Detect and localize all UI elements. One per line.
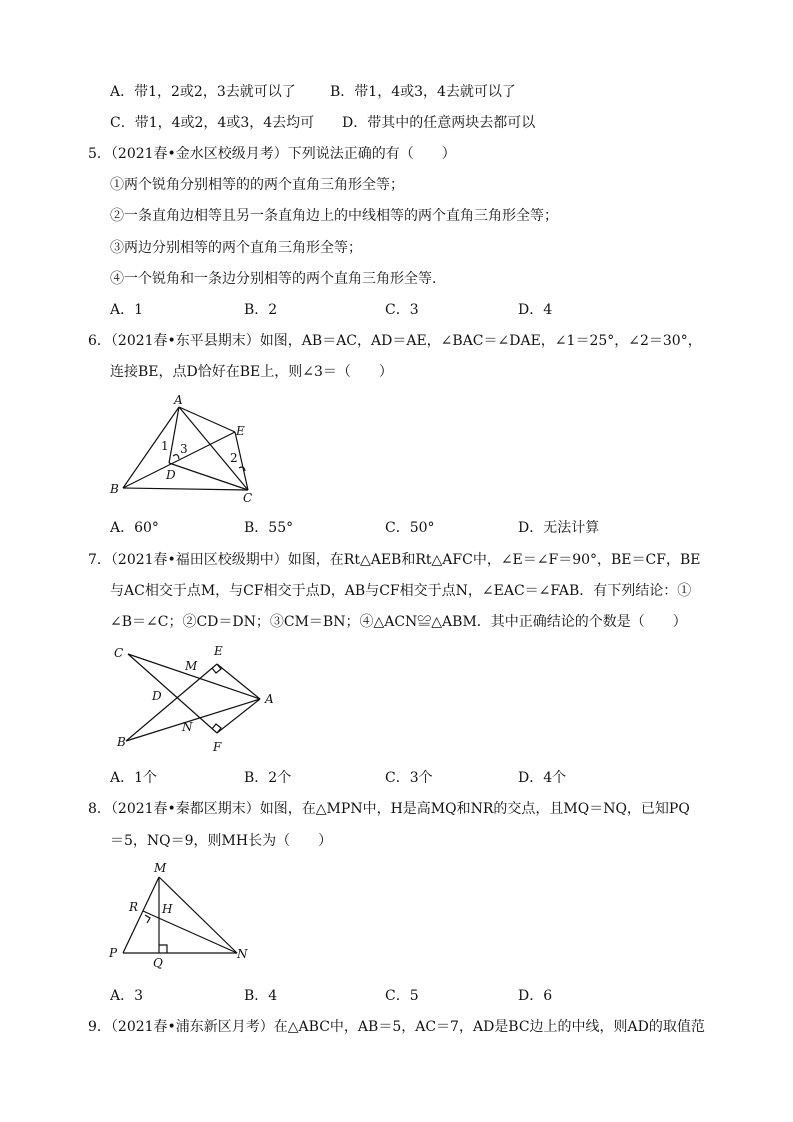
q6-option-d: D．无法计算	[518, 520, 600, 536]
q8-right-angle-q	[159, 945, 167, 953]
q5-option-c: C．3	[385, 302, 419, 318]
q7-segment-ea	[217, 664, 260, 699]
q7-option-c: C．3个	[385, 770, 433, 786]
q6-option-a: A．60°	[110, 520, 159, 536]
q5-stem: 5．（2021春•金水区校级月考）下列说法正确的有（ ）	[88, 146, 456, 162]
q6-label-d: D	[166, 468, 176, 482]
q6-label-c: C	[243, 491, 253, 505]
q7-segment-be	[126, 664, 217, 741]
q5-item-1: ①两个锐角分别相等的的两个直角三角形全等；	[110, 177, 404, 193]
q8-stem-line-1: 8．（2021春•秦都区期末）如图，在△MPN中，H是高MQ和NR的交点，且MQ＝NQ，已知PQ	[88, 801, 690, 817]
q7-option-a: A．1个	[110, 770, 158, 786]
q8-altitude-nr	[143, 911, 237, 953]
q7-segment-ba	[126, 699, 260, 741]
q6-figure	[100, 390, 280, 510]
q7-option-b: B．2个	[244, 770, 292, 786]
q5-item-2: ②一条直角边相等且另一条直角边上的中线相等的两个直角三角形全等；	[110, 208, 558, 224]
q6-label-a: A	[174, 393, 183, 407]
q6-angle-3-arc	[173, 455, 179, 459]
q8-right-angle-r	[145, 915, 150, 923]
q8-option-d: D．6	[518, 988, 553, 1004]
q7-label-m: M	[185, 659, 198, 673]
q6-stem-line-2: 连接BE，点D恰好在BE上，则∠3＝（ ）	[110, 364, 393, 380]
q4-option-a: A．带1，2或2，3去就可以了	[110, 84, 296, 100]
q7-label-e: E	[214, 644, 223, 658]
q7-label-c: C	[114, 646, 124, 660]
q8-label-r: R	[129, 900, 139, 914]
q8-option-a: A．3	[110, 988, 144, 1004]
q5-option-d: D．4	[518, 302, 553, 318]
q7-segment-cf	[128, 654, 217, 733]
q7-stem-line-2: 与AC相交于点M，与CF相交于点D，AB与CF相交于点N，∠EAC＝∠FAB．有下列结论：①	[110, 583, 692, 599]
q7-segment-fa	[217, 699, 260, 733]
q4-option-d: D．带其中的任意两块去都可以	[342, 115, 536, 131]
q6-stem-line-1: 6．（2021春•东平县期末）如图，AB＝AC，AD＝AE，∠BAC＝∠DAE，∠1＝25°，∠2＝30°，	[88, 333, 702, 349]
q5-item-3: ③两边分别相等的两个直角三角形全等；	[110, 240, 362, 256]
q9-stem-line-1: 9．（2021春•浦东新区月考）在△ABC中，AB＝5，AC＝7，AD是BC边上的中线，则AD的取值范	[88, 1019, 705, 1035]
q6-label-angle-2: 2	[230, 451, 238, 465]
q6-segment-bc	[123, 488, 248, 490]
q5-item-4: ④一个锐角和一条边分别相等的两个直角三角形全等．	[110, 271, 446, 287]
q8-stem-line-2: ＝5，NQ＝9，则MH长为（ ）	[110, 833, 333, 849]
q7-stem-line-1: 7．（2021春•福田区校级期中）如图，在Rt△AEB和Rt△AFC中，∠E＝∠F＝90°，BE＝CF，BE	[88, 552, 701, 568]
q7-figure	[100, 640, 290, 760]
q6-segment-ae	[179, 407, 235, 432]
q6-segment-ac	[179, 407, 248, 490]
q7-label-f: F	[213, 740, 222, 754]
q8-segment-mp	[123, 877, 159, 953]
q4-option-b: B．带1，4或3，4去就可以了	[330, 84, 516, 100]
q8-label-n: N	[237, 947, 248, 961]
q6-label-angle-1: 1	[161, 439, 169, 453]
q4-option-c: C．带1，4或2，4或3，4去均可	[110, 115, 315, 131]
q8-option-c: C．5	[385, 988, 419, 1004]
q8-label-m: M	[154, 861, 167, 875]
q6-label-b: B	[110, 482, 119, 496]
q8-figure	[100, 858, 270, 968]
q7-label-n: N	[182, 720, 193, 734]
q7-label-a: A	[265, 692, 274, 706]
q8-label-h: H	[162, 902, 173, 916]
q7-stem-line-3: ∠B＝∠C；②CD＝DN；③CM＝BN；④△ACN≌△ABM．其中正确结论的个数是（ ）	[110, 614, 687, 630]
q6-label-e: E	[236, 424, 245, 438]
q6-option-b: B．55°	[244, 520, 294, 536]
q6-option-c: C．50°	[385, 520, 435, 536]
q6-label-angle-3: 3	[180, 442, 188, 456]
q5-option-a: A．1	[110, 302, 144, 318]
q7-right-angle-e	[212, 664, 221, 673]
q8-label-q: Q	[153, 956, 163, 970]
q8-label-p: P	[109, 946, 118, 960]
q8-option-b: B．4	[244, 988, 278, 1004]
q7-label-d: D	[152, 689, 162, 703]
q5-option-b: B．2	[244, 302, 278, 318]
q7-label-b: B	[117, 735, 126, 749]
q7-option-d: D．4个	[518, 770, 567, 786]
